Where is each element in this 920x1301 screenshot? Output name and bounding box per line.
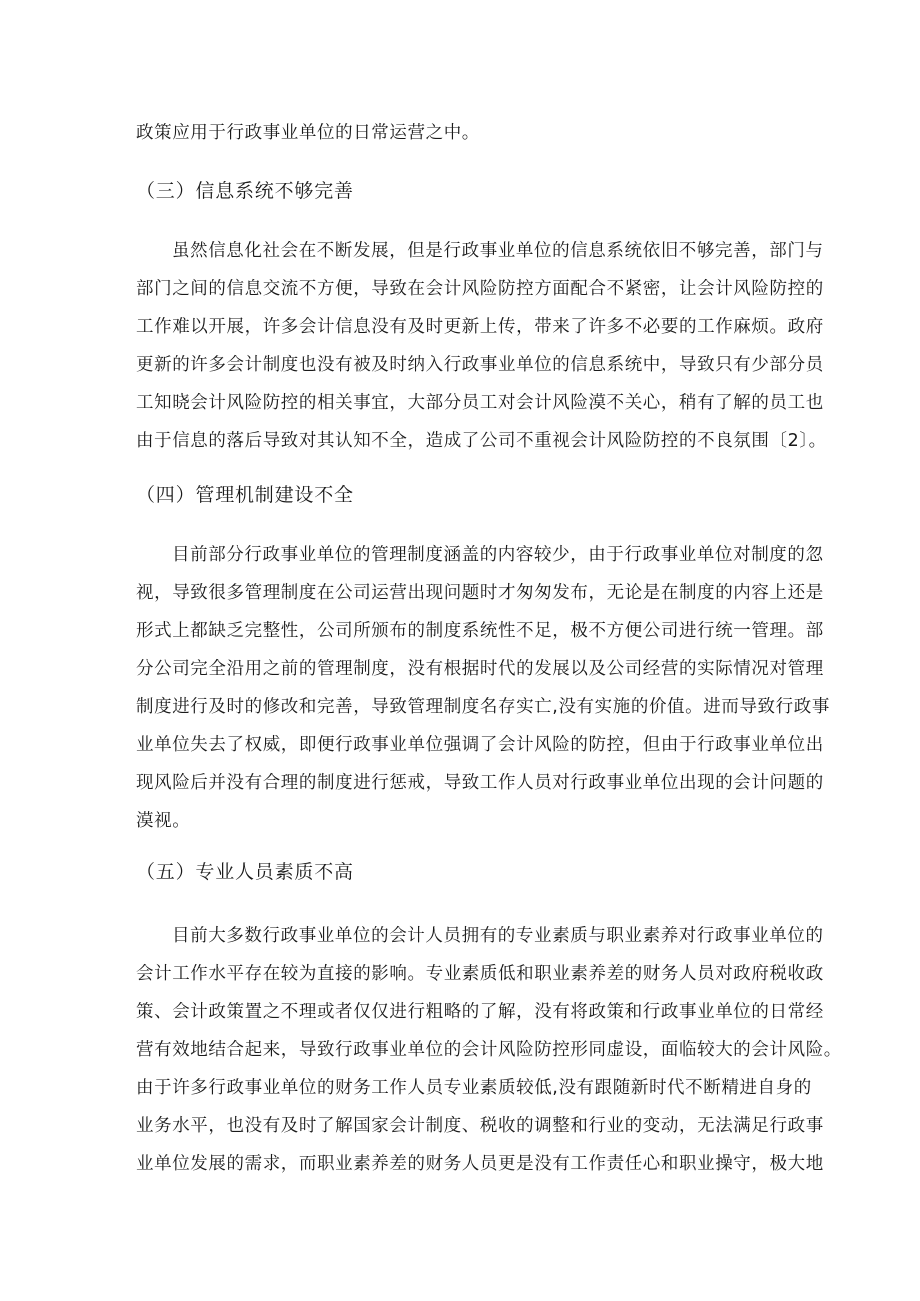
paragraph-line: 漠视。	[136, 811, 191, 831]
paragraph-line: 工作难以开展，许多会计信息没有及时更新上传，带来了许多不必要的工作麻烦。政府	[136, 317, 824, 337]
paragraph-line: 现风险后并没有合理的制度进行惩戒，导致工作人员对行政事业单位出现的会计问题的	[136, 773, 824, 793]
paragraph-line: 由于许多行政事业单位的财务工作人员专业素质较低,没有跟随新时代不断精进自身的	[136, 1078, 812, 1098]
paragraph-line: 业单位发展的需求，而职业素养差的财务人员更是没有工作责任心和职业操守，极大地	[136, 1154, 824, 1174]
paragraph-line: 策、会计政策置之不理或者仅仅进行粗略的了解，没有将政策和行政事业单位的日常经	[136, 1002, 824, 1022]
paragraph-line: 营有效地结合起来，导致行政事业单位的会计风险防控形同虚设，面临较大的会计风险。	[136, 1040, 842, 1060]
section-heading-5: （五）专业人员素质不高	[136, 861, 354, 883]
section-heading-3: （三）信息系统不够完善	[136, 180, 354, 202]
paragraph-line: 会计工作水平存在较为直接的影响。专业素质低和职业素养差的财务人员对政府税收政	[136, 964, 824, 984]
paragraph-line: 分公司完全沿用之前的管理制度，没有根据时代的发展以及公司经营的实际情况对管理	[136, 659, 824, 679]
paragraph-line: 制度进行及时的修改和完善，导致管理制度名存实亡,没有实施的价值。进而导致行政事	[136, 697, 830, 717]
paragraph-line: 部门之间的信息交流不方便，导致在会计风险防控方面配合不紧密，让会计风险防控的	[136, 279, 824, 299]
paragraph-line: 目前部分行政事业单位的管理制度涵盖的内容较少，由于行政事业单位对制度的忽	[172, 545, 824, 565]
paragraph-line: 业务水平，也没有及时了解国家会计制度、税收的调整和行业的变动，无法满足行政事	[136, 1116, 824, 1136]
intro-line: 政策应用于行政事业单位的日常运营之中。	[136, 123, 480, 143]
paragraph-line: 工知晓会计风险防控的相关事宜，大部分员工对会计风险漠不关心，稍有了解的员工也	[136, 393, 824, 413]
paragraph-line: 视，导致很多管理制度在公司运营出现问题时才匆匆发布，无论是在制度的内容上还是	[136, 583, 824, 603]
paragraph-line: 形式上都缺乏完整性，公司所颁布的制度系统性不足，极不方便公司进行统一管理。部	[136, 621, 824, 641]
paragraph-line: 业单位失去了权威，即便行政事业单位强调了会计风险的防控，但由于行政事业单位出	[136, 735, 824, 755]
section-heading-4: （四）管理机制建设不全	[136, 484, 354, 506]
paragraph-line: 虽然信息化社会在不断发展，但是行政事业单位的信息系统依旧不够完善，部门与	[172, 241, 824, 261]
paragraph-line: 更新的许多会计制度也没有被及时纳入行政事业单位的信息系统中，导致只有少部分员	[136, 355, 824, 375]
paragraph-line: 由于信息的落后导致对其认知不全，造成了公司不重视会计风险防控的不良氛围〔2〕。	[136, 431, 827, 451]
paragraph-line: 目前大多数行政事业单位的会计人员拥有的专业素质与职业素养对行政事业单位的	[172, 926, 824, 946]
